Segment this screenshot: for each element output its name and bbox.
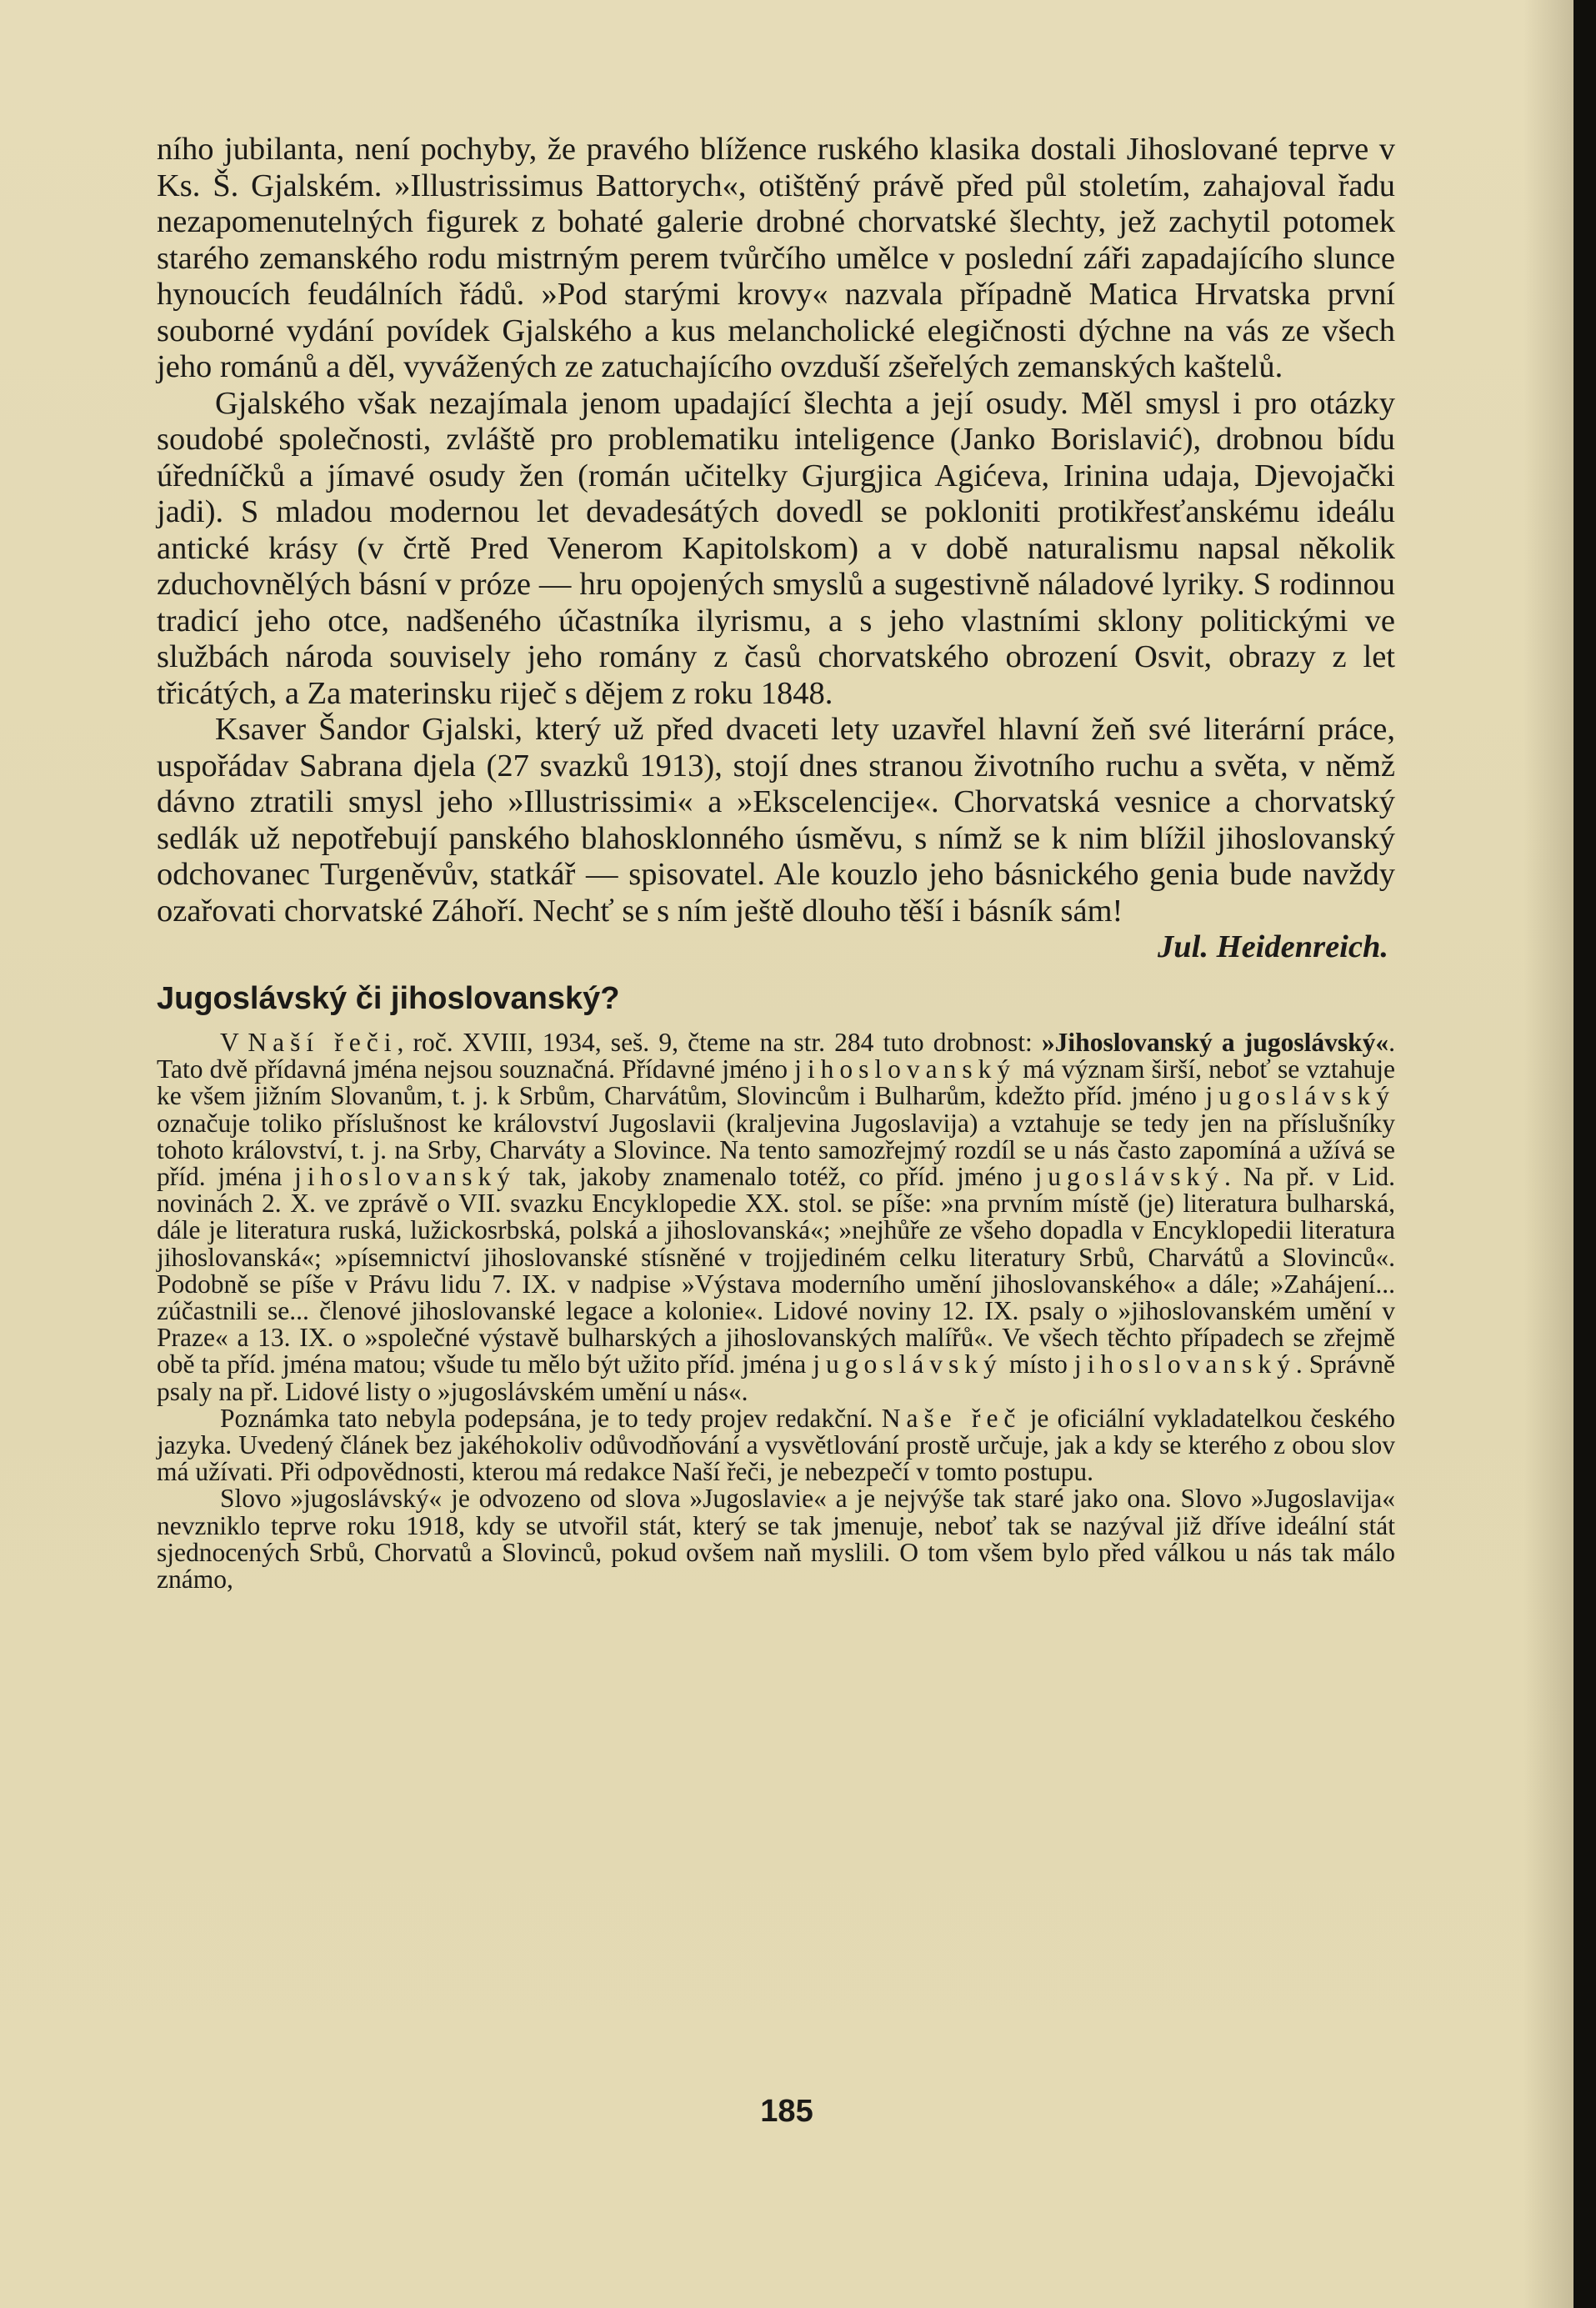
note-text: tak, jakoby znamenalo totéž, co příd. jméno <box>516 1162 1035 1192</box>
term-spaced: jugoslávský <box>813 1349 1003 1379</box>
author-signature: Jul. Heidenreich. <box>1158 929 1388 964</box>
note-text: . Tato dvě přídavná jména nejsou souznačná. Přídavné jméno <box>157 1028 1395 1084</box>
article-paragraph-1: ního jubilanta, není pochyby, že pravého blížence ruského klasika dostali Jihoslované teprve v Ks. Š. Gjalském. »Illustrissimus Battorych«, otištěný právě před půl stoletím, zahajoval řadu nezapomenutelných figurek z bohaté galerie drobné chorvatské šlechty, jež zachytil potomek starého zemanského rodu mistrným perem tvůrčího umělce v poslední záři zapadajícího slunce hynoucích feudálních řádů. »Pod starými krovy« nazvala případně Matica Hrvatska první souborné vydání povídek Gjalského a kus melancholické elegičnosti dýchne na vás ze všech jeho románů a děl, vyvážených ze zatuchajícího ovzduší zšeřelých zemanských kaštelů. <box>157 132 1395 384</box>
note-paragraph-2 <box>157 1405 1395 1486</box>
language-note <box>157 1029 1395 1593</box>
article-paragraph-3-text: Ksaver Šandor Gjalski, který už před dvaceti lety uzavřel hlavní žeň své literární práce, uspořádav Sabrana djela (27 svazků 1913), stojí dnes stranou životního ruchu a světa, v němž dávno ztratili smysl jeho »Illustrissimi« a »Ekscelencije«. Chorvatská vesnice a chorvatský sedlák už nepotřebují panského blahosklonného úsměvu, s nímž se k nim blížil jihoslovanský odchovanec Turgeněvův, statkář — spisovatel. Ale kouzlo jeho básnického genia bude navždy ozařovati chorvatské Záhoří. Nechť se s ním ještě dlouho těší i básník sám! <box>157 712 1395 929</box>
page-edge-shadow <box>1523 0 1573 2308</box>
article-paragraph-2: Gjalského však nezajímala jenom upadající šlechta a její osudy. Měl smysl i pro otázky soudobé společnosti, zvláště pro problematiku inteligence (Janko Borislavić), drobnou bídu úředníčků a jímavé osudy žen (román učitelky Gjurgjica Agićeva, Irinina udaja, Djevojački jadi). S mladou modernou let devadesátých dovedl se pokloniti protikřesťanskému ideálu antické krásy (v črtě Pred Venerom Kapitolskom) a v době naturalismu napsal několik zduchovnělých básní v próze — hru opojených smyslů a sugestivně náladové lyriky. S rodinnou tradicí jeho otce, nadšeného účastníka ilyrismu, a s jeho vlastními sklony politickými ve službách národa souvisely jeho romány z časů chorvatského obrození Osvit, obrazy z let třicátých, a Za materinsku riječ s dějem z roku 1848. <box>157 385 1395 711</box>
term-spaced: jugoslávský <box>1034 1162 1225 1192</box>
note-text: . Správně psaly na př. Lidové listy o »jugoslávském umění u nás«. <box>157 1349 1396 1406</box>
note-text: V <box>220 1028 239 1057</box>
article-paragraph-3 <box>157 712 1395 964</box>
note-text: Poznámka tato nebyla podepsána, je to tedy projev redakční. <box>220 1403 882 1433</box>
term-spaced: jugoslávský <box>1205 1081 1395 1111</box>
term-spaced: jihoslovanský <box>1073 1349 1296 1379</box>
text-column <box>157 132 1395 1593</box>
note-heading: Jugoslávský či jihoslovanský? <box>157 981 620 1016</box>
note-text: je oficiální vykladatelkou českého jazyka. Uvedený článek bez jakéhokoliv odůvodňování a vysvětlování prostě určuje, jak a kdy se kterého z obou slov má užívati. Při odpovědnosti, kterou má redakce Naší řeči, je nebezpečí v tomto postupu. <box>157 1403 1395 1487</box>
note-text: . Na př. v Lid. novinách 2. X. ve zprávě o VII. svazku Encyklopedie XX. stol. se píše: »na prvním místě (je) literatura bulharská, dále je literatura ruská, lužickosrbská, polská a jihoslovanská«; »nejhůře ze všeho dopadla v Encyklopedii literatura jihoslovanská«; »písemnictví jihoslovanské stísněné v trojjediném celku literatury Srbů, Charvátů a Slovinců«. Podobně se píše v Právu lidu 7. IX. v nadpise »Výstava moderního umění jihoslovanského« a dále; »Zahájení... zúčastnili se... členové jihoslovanské legace a kolonie«. Lidové noviny 12. IX. psaly o »jihoslovanském umění v Praze« a 13. IX. o »společné výstavě bulharských a jihoslovanských malířů«. Ve všech těchto případech se zřejmě obě ta příd. jména matou; všude tu mělo být užito příd. jména <box>157 1162 1395 1379</box>
note-paragraph-3: Slovo »jugoslávský« je odvozeno od slova »Jugoslavie« a je nejvýše tak staré jako ona. Slovo »Jugoslavija« nevzniklo teprve roku 1918, kdy se utvořil stát, který se tak jmenuje, neboť tak se nazýval již dříve ideální stát sjednocených Srbů, Chorvatů a Slovinců, pokud ovšem naň myslili. O tom všem bylo před válkou u nás tak málo známo, <box>157 1484 1395 1595</box>
journal-title-spaced: Naší řeči <box>248 1028 398 1057</box>
note-text: označuje toliko příslušnost ke království Jugoslavii (kraljevina Jugoslavija) a vztahuje se tedy jen na příslušníky tohoto království, t. j. na Srby, Charváty a Slovince. Na tento samozřejmý rozdíl se u nás často zapomíná a užívá se příd. jména <box>157 1108 1395 1192</box>
note-text: má význam širší, neboť se vztahuje ke všem jižním Slovanům, t. j. k Srbům, Charvátům, Slovincům i Bulharům, kdežto příd. jméno <box>157 1054 1395 1111</box>
note-text: místo <box>1002 1349 1074 1379</box>
quoted-title-bold: »Jihoslovanský a jugoslávský« <box>1041 1028 1389 1057</box>
journal-title-spaced: Naše řeč <box>881 1403 1022 1433</box>
term-spaced: jihoslovanský <box>794 1054 1017 1084</box>
term-spaced: jihoslovanský <box>294 1162 517 1192</box>
note-text: , roč. XVIII, 1934, seš. 9, čteme na str. 284 tuto drobnost: <box>397 1028 1042 1057</box>
page-number: 185 <box>760 2094 813 2129</box>
note-paragraph-1 <box>157 1029 1395 1405</box>
article-continuation <box>157 132 1395 964</box>
